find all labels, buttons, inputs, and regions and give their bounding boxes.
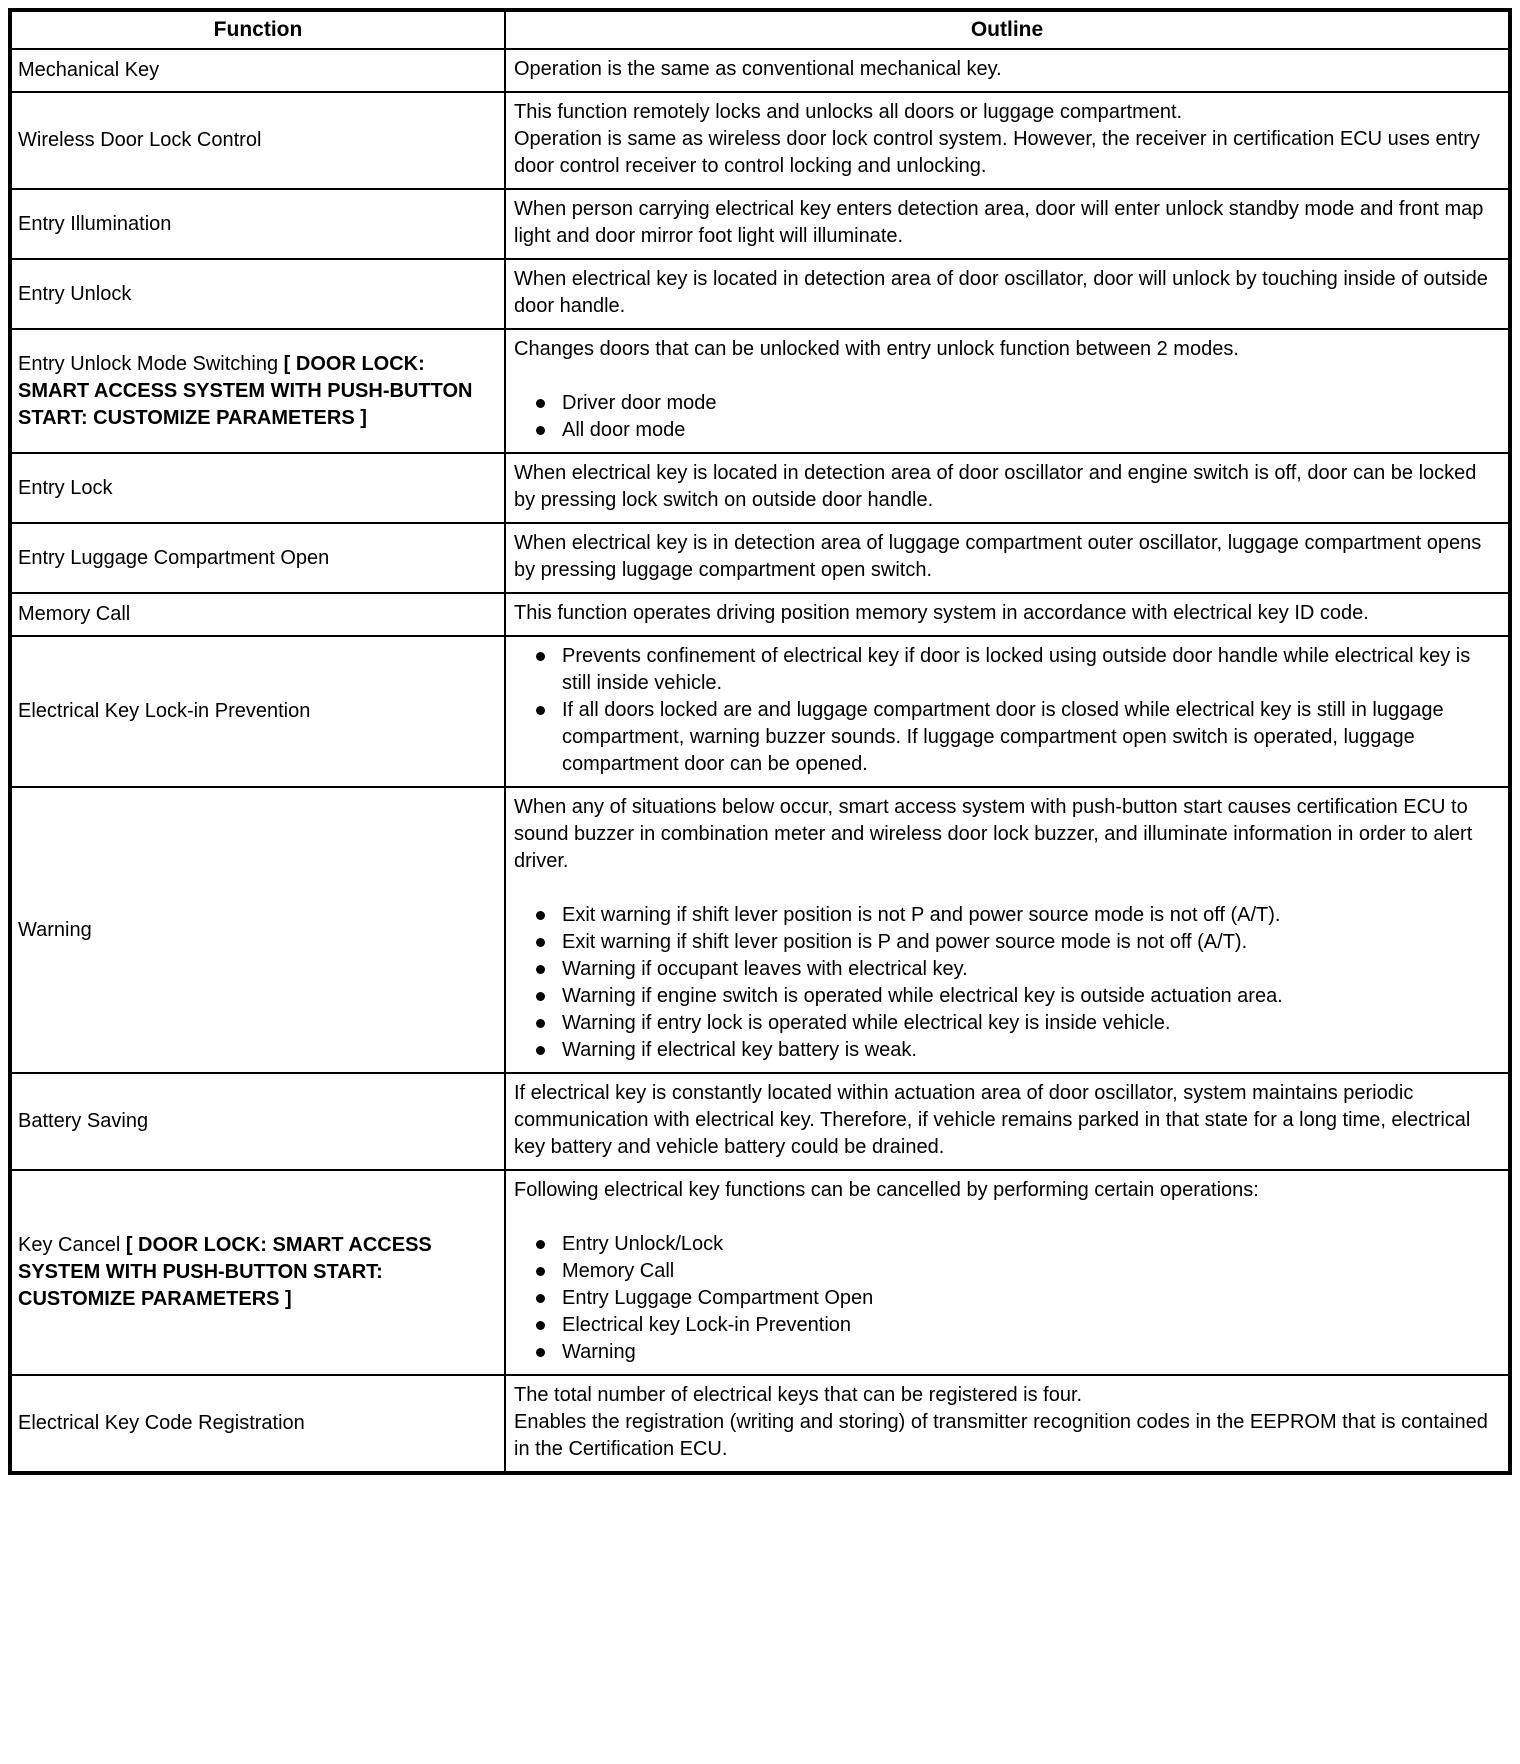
bullet-item: Electrical key Lock-in Prevention [514,1312,1498,1339]
function-label: Warning [18,918,92,941]
function-cell [10,49,505,92]
outline-text: The total number of electrical keys that can be registered is four. [514,1384,1083,1406]
outline-cell [505,523,1510,593]
table-row [10,92,1510,189]
table-row [10,189,1510,259]
function-label: Entry Luggage Compartment Open [18,546,330,569]
function-label: Entry Illumination [18,212,172,235]
function-label: Memory Call [18,603,131,625]
table-row [10,1073,1510,1170]
outline-cell [505,189,1510,259]
function-cell [10,92,505,189]
function-cell [10,189,505,259]
function-cell [10,453,505,523]
bullet-list [514,390,1498,444]
bullet-item: Warning if entry lock is operated while electrical key is inside vehicle. [514,1010,1498,1037]
bullet-item: Memory Call [514,1258,1498,1285]
table-row [10,329,1510,453]
outline-cell [505,636,1510,787]
bullet-list [514,1231,1498,1366]
bullet-item: Warning if occupant leaves with electrical key. [514,956,1498,983]
bullet-item: Exit warning if shift lever position is P and power source mode is not off (A/T). [514,929,1498,956]
function-cell [10,593,505,636]
bullet-item: Entry Unlock/Lock [514,1231,1498,1258]
function-label: Battery Saving [18,1110,149,1132]
outline-cell [505,49,1510,92]
function-cell [10,1073,505,1170]
table-row [10,636,1510,787]
function-label: Entry Lock [18,476,113,499]
outline-cell [505,1375,1510,1473]
function-label: Entry Unlock [18,282,132,305]
function-cell [10,636,505,787]
outline-text: When electrical key is located in detection area of door oscillator, door will unlock by touching inside of outside door handle. [514,268,1488,317]
outline-text: Operation is same as wireless door lock control system. However, the receiver in certification ECU uses entry door control receiver to control locking and unlocking. [514,128,1480,177]
outline-cell [505,329,1510,453]
outline-cell [505,593,1510,636]
outline-text: Following electrical key functions can be cancelled by performing certain operations: [514,1179,1259,1201]
table-row [10,453,1510,523]
bullet-list [514,902,1498,1064]
outline-cell [505,259,1510,329]
table-row [10,1170,1510,1375]
bullet-item: Driver door mode [514,390,1498,417]
function-cell [10,523,505,593]
function-label: Key Cancel [18,1234,126,1256]
table-row [10,787,1510,1073]
function-label: Electrical Key Code Registration [18,1412,305,1434]
outline-cell [505,92,1510,189]
table-row [10,49,1510,92]
bullet-item: Warning if electrical key battery is weak. [514,1037,1498,1064]
bullet-list [514,643,1498,778]
outline-text: Operation is the same as conventional mechanical key. [514,58,1002,80]
outline-text: Enables the registration (writing and storing) of transmitter recognition codes in the EEPROM that is contained in the Certification ECU. [514,1411,1488,1460]
function-label-bold: [ DOOR LOCK: SMART ACCESS SYSTEM WITH PUSH-BUTTON START: CUSTOMIZE PARAMETERS ] [18,352,473,429]
function-cell [10,329,505,453]
outline-text: If electrical key is constantly located within actuation area of door oscillator, system maintains periodic communication with electrical key. Therefore, if vehicle remains parked in that state for a long time, electrical key battery and vehicle battery could be drained. [514,1082,1471,1158]
outline-text: This function operates driving position memory system in accordance with electrical key ID code. [514,602,1369,624]
outline-text: When electrical key is located in detection area of door oscillator and engine switch is off, door can be locked by pressing lock switch on outside door handle. [514,462,1477,511]
outline-text: When electrical key is in detection area of luggage compartment outer oscillator, luggage compartment opens by pressing luggage compartment open switch. [514,532,1482,581]
outline-cell [505,1073,1510,1170]
bullet-item: Prevents confinement of electrical key if door is locked using outside door handle while electrical key is still inside vehicle. [514,643,1498,697]
bullet-item: Warning if engine switch is operated while electrical key is outside actuation area. [514,983,1498,1010]
bullet-item: Warning [514,1339,1498,1366]
function-label: Wireless Door Lock Control [18,129,262,151]
table-row [10,259,1510,329]
outline-text: This function remotely locks and unlocks all doors or luggage compartment. [514,101,1183,123]
header-cell-function: Function [10,10,505,49]
function-label: Entry Unlock Mode Switching [18,352,284,375]
function-outline-table [8,8,1512,1475]
outline-cell [505,1170,1510,1375]
outline-cell [505,787,1510,1073]
function-cell [10,1375,505,1473]
function-cell [10,259,505,329]
outline-cell [505,453,1510,523]
bullet-item: Entry Luggage Compartment Open [514,1285,1498,1312]
function-label: Electrical Key Lock-in Prevention [18,700,311,722]
outline-text: When any of situations below occur, smart access system with push-button start causes certification ECU to sound buzzer in combination meter and wireless door lock buzzer, and illuminate information in order to alert driver. [514,796,1473,872]
function-cell [10,1170,505,1375]
bullet-item: All door mode [514,417,1498,444]
table-row [10,523,1510,593]
function-label: Mechanical Key [18,59,160,81]
table-body [10,49,1510,1473]
bullet-item: Exit warning if shift lever position is not P and power source mode is not off (A/T). [514,902,1498,929]
header-cell-outline: Outline [505,10,1510,49]
table-row [10,593,1510,636]
function-label-bold: [ DOOR LOCK: SMART ACCESS SYSTEM WITH PUSH-BUTTON START: CUSTOMIZE PARAMETERS ] [18,1234,432,1310]
outline-text: Changes doors that can be unlocked with entry unlock function between 2 modes. [514,338,1239,360]
header-row [10,10,1510,49]
bullet-item: If all doors locked are and luggage compartment door is closed while electrical key is still in luggage compartment, warning buzzer sounds. If luggage compartment open switch is operated, luggage compartment door can be opened. [514,697,1498,778]
table-row [10,1375,1510,1473]
outline-text: When person carrying electrical key enters detection area, door will enter unlock standby mode and front map light and door mirror foot light will illuminate. [514,198,1484,247]
function-cell [10,787,505,1073]
